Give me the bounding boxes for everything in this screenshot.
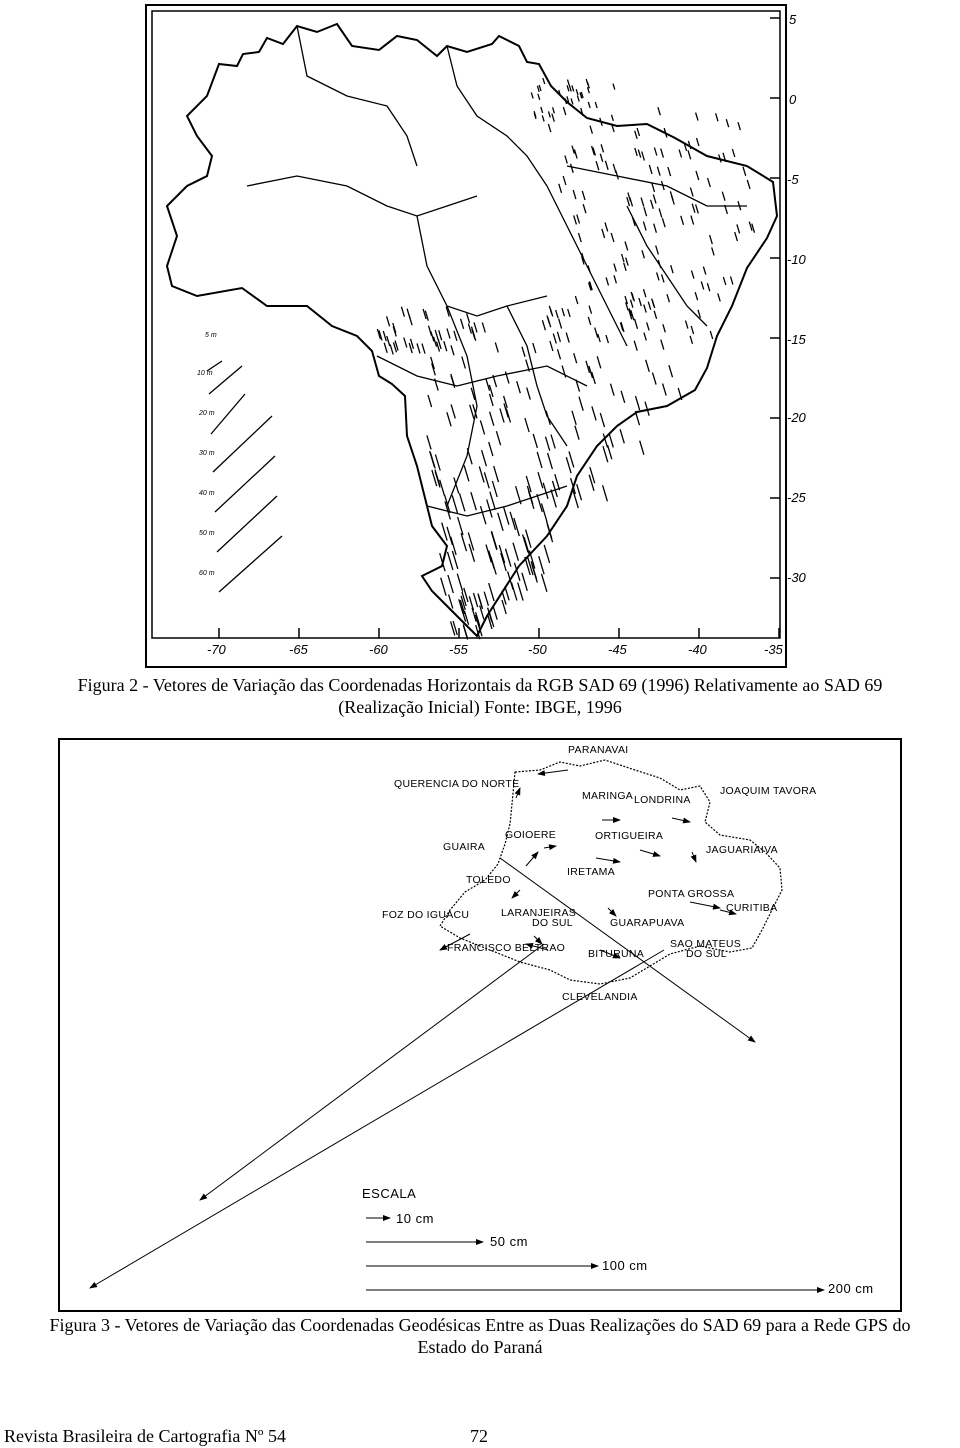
city-label: PARANAVAI bbox=[568, 744, 629, 756]
y-tick-label: -10 bbox=[787, 252, 806, 267]
x-tick-label: -55 bbox=[449, 642, 468, 657]
y-tick-label: 5 bbox=[789, 12, 797, 27]
city-label: TOLEDO bbox=[466, 874, 511, 886]
city-label: SAO MATEUS bbox=[670, 938, 742, 950]
city-label: BITURUNA bbox=[588, 948, 645, 960]
x-tick-label: -35 bbox=[764, 642, 783, 657]
city-label: DO SUL bbox=[532, 917, 573, 929]
city-label: MARINGA bbox=[582, 790, 634, 802]
legend-label: 60 m bbox=[199, 570, 215, 577]
y-tick-label: 0 bbox=[789, 92, 797, 107]
figure-2-caption-line-2: (Realização Inicial) Fonte: IBGE, 1996 bbox=[338, 697, 622, 717]
scale-label: 200 cm bbox=[828, 1281, 874, 1296]
city-label: JAGUARIAIVA bbox=[706, 844, 778, 856]
city-label: LARANJEIRAS bbox=[501, 907, 577, 919]
figure-3-caption-line-2: Estado do Paraná bbox=[417, 1337, 543, 1357]
city-label: IRETAMA bbox=[567, 866, 615, 878]
x-tick-label: -60 bbox=[369, 642, 388, 657]
city-label: CLEVELANDIA bbox=[562, 991, 638, 1003]
city-label: GUAIRA bbox=[443, 841, 486, 853]
x-tick-label: -45 bbox=[608, 642, 627, 657]
city-label: GUARAPUAVA bbox=[610, 917, 685, 929]
city-label: ORTIGUEIRA bbox=[595, 830, 664, 842]
parana-vector-map bbox=[60, 740, 900, 1310]
city-label: LONDRINA bbox=[634, 794, 691, 806]
figure-3-caption-line-1: Figura 3 - Vetores de Variação das Coordenadas Geodésicas Entre as Duas Realizações do SAD 69 para a Rede GPS do bbox=[49, 1315, 911, 1335]
legend-label: 30 m bbox=[199, 450, 215, 457]
scale-label: 100 cm bbox=[602, 1258, 648, 1273]
scale-label: 50 cm bbox=[490, 1234, 528, 1249]
page-number: 72 bbox=[470, 1426, 488, 1446]
brazil-vector-map bbox=[147, 6, 785, 666]
legend-label: 40 m bbox=[199, 490, 215, 497]
legend-label: 10 m bbox=[197, 370, 213, 377]
city-label: FRANCISCO BELTRAO bbox=[447, 942, 566, 954]
figure-2-caption-line-1: Figura 2 - Vetores de Variação das Coordenadas Horizontais da RGB SAD 69 (1996) Relativamente ao SAD 69 bbox=[77, 675, 883, 695]
y-tick-label: -30 bbox=[787, 570, 806, 585]
legend-label: 20 m bbox=[199, 410, 215, 417]
x-tick-label: -65 bbox=[289, 642, 308, 657]
city-label: QUERENCIA DO NORTE bbox=[394, 778, 520, 790]
city-label: FOZ DO IGUACU bbox=[382, 909, 470, 921]
city-label: PONTA GROSSA bbox=[648, 888, 735, 900]
x-tick-label: -50 bbox=[528, 642, 547, 657]
x-tick-label: -40 bbox=[688, 642, 707, 657]
figure-3-map bbox=[58, 738, 902, 1312]
city-label: CURITIBA bbox=[726, 902, 778, 914]
figure-2-map bbox=[145, 4, 806, 668]
city-label: JOAQUIM TAVORA bbox=[720, 785, 817, 797]
city-label: GOIOERE bbox=[505, 829, 557, 841]
y-tick-label: -15 bbox=[787, 332, 806, 347]
city-label: DO SUL bbox=[686, 948, 727, 960]
x-tick-label: -70 bbox=[207, 642, 226, 657]
scale-title: ESCALA bbox=[362, 1186, 417, 1201]
journal-footer: Revista Brasileira de Cartografia Nº 54 bbox=[4, 1426, 286, 1446]
legend-label: 5 m bbox=[205, 332, 217, 339]
scale-label: 10 cm bbox=[396, 1211, 434, 1226]
y-tick-label: -25 bbox=[787, 490, 806, 505]
y-tick-label: -5 bbox=[787, 172, 799, 187]
y-tick-label: -20 bbox=[787, 410, 806, 425]
legend-label: 50 m bbox=[199, 530, 215, 537]
